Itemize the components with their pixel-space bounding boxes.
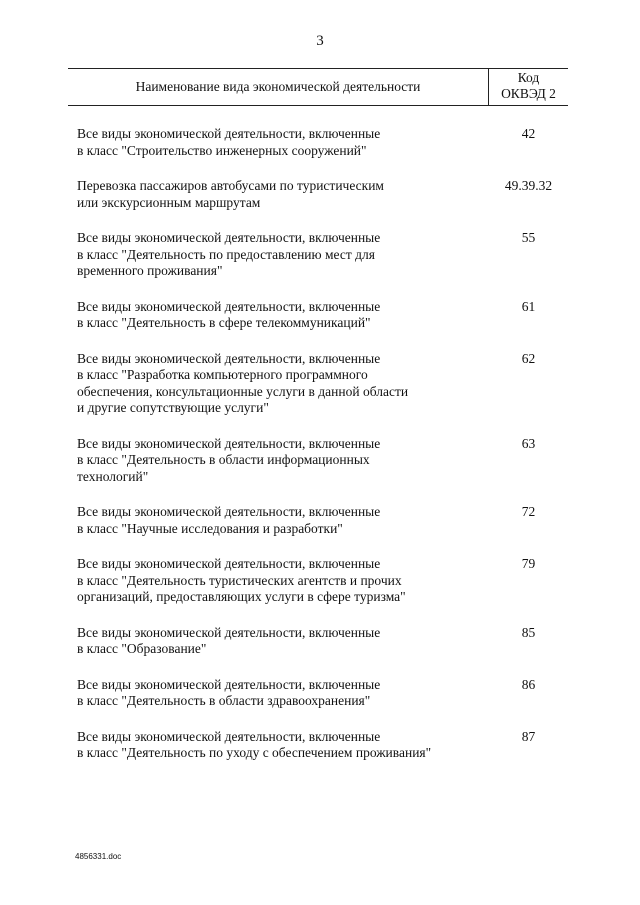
table-row — [68, 436, 568, 486]
activity-name-line: организаций, предоставляющих услуги в сфере туризма" — [77, 589, 406, 604]
okved-code: 49.39.32 — [504, 178, 553, 193]
okved-code: 86 — [521, 676, 536, 692]
table-header — [68, 68, 568, 106]
header-code-standard: ОКВЭД 2 — [501, 86, 556, 101]
table-row — [68, 351, 568, 417]
activity-name — [77, 729, 477, 762]
okved-code: 63 — [521, 435, 536, 451]
activity-name-line: Все виды экономической деятельности, включенные — [77, 504, 381, 519]
activity-name-line: Все виды экономической деятельности, включенные — [77, 435, 381, 451]
activity-name-line: в класс "Деятельность туристических агентств и прочих — [77, 572, 402, 588]
activity-name-line: Все виды экономической деятельности, включенные — [77, 624, 381, 640]
activity-name-line: Все виды экономической деятельности, включенные — [77, 298, 381, 314]
activity-name-line: или экскурсионным маршрутам — [77, 194, 261, 210]
activity-name-line: Все виды экономической деятельности, включенные — [77, 728, 381, 744]
table-row — [68, 230, 568, 280]
table-row — [68, 178, 568, 211]
activity-name-line: в класс "Деятельность в области здравоохранения" — [77, 693, 371, 708]
table-row — [68, 556, 568, 606]
table-body — [68, 106, 568, 762]
activity-name — [77, 230, 477, 280]
header-activity-name: Наименование вида экономической деятельности — [135, 79, 421, 94]
table-row — [68, 625, 568, 658]
okved-code: 79 — [521, 556, 536, 571]
activity-name-line: Все виды экономической деятельности, включенные — [77, 126, 381, 141]
activity-name — [77, 178, 477, 211]
activity-name — [77, 436, 477, 486]
activity-name-line: в класс "Строительство инженерных сооружений" — [77, 142, 367, 158]
activity-name-line: Все виды экономической деятельности, включенные — [77, 676, 381, 692]
activity-name-line: в класс "Разработка компьютерного программного — [77, 367, 368, 382]
okved-code: 42 — [521, 126, 536, 141]
activity-name-line: в класс "Научные исследования и разработки" — [77, 520, 343, 536]
activity-name-line: в класс "Деятельность в области информационных — [77, 452, 370, 467]
activity-name-line: и другие сопутствующие услуги" — [77, 400, 269, 415]
activity-name-line: в класс "Образование" — [77, 641, 207, 656]
activity-name — [77, 126, 477, 159]
table-row — [68, 504, 568, 537]
activity-name — [77, 677, 477, 710]
activity-name-line: Все виды экономической деятельности, включенные — [77, 556, 381, 571]
okved-code: 55 — [521, 230, 536, 245]
okved-table — [68, 68, 568, 781]
activity-name — [77, 504, 477, 537]
activity-name — [77, 299, 477, 332]
activity-name — [77, 351, 477, 417]
activity-name-line: Перевозка пассажиров автобусами по туристическим — [77, 178, 384, 193]
table-row — [68, 729, 568, 762]
activity-name — [77, 625, 477, 658]
okved-code: 61 — [521, 298, 536, 314]
activity-name-line: временного проживания" — [77, 263, 223, 278]
activity-name-line: в класс "Деятельность по предоставлению мест для — [77, 246, 375, 262]
header-code-label: Код — [517, 70, 540, 85]
okved-code: 87 — [521, 728, 536, 744]
activity-name-line: технологий" — [77, 468, 149, 484]
activity-name-line: в класс "Деятельность в сфере телекоммуникаций" — [77, 315, 371, 330]
okved-code: 62 — [521, 350, 536, 366]
document-filename: 4856331.doc — [75, 852, 122, 861]
activity-name — [77, 556, 477, 606]
table-row — [68, 677, 568, 710]
table-row — [68, 299, 568, 332]
page-number: 3 — [316, 33, 324, 49]
activity-name-line: в класс "Деятельность по уходу с обеспечением проживания" — [77, 745, 432, 760]
okved-code: 72 — [521, 504, 536, 519]
table-row — [68, 126, 568, 159]
activity-name-line: обеспечения, консультационные услуги в данной области — [77, 383, 409, 399]
okved-code: 85 — [521, 624, 536, 640]
activity-name-line: Все виды экономической деятельности, включенные — [77, 350, 381, 366]
header-okved-code — [489, 70, 568, 102]
activity-name-line: Все виды экономической деятельности, включенные — [77, 230, 381, 245]
